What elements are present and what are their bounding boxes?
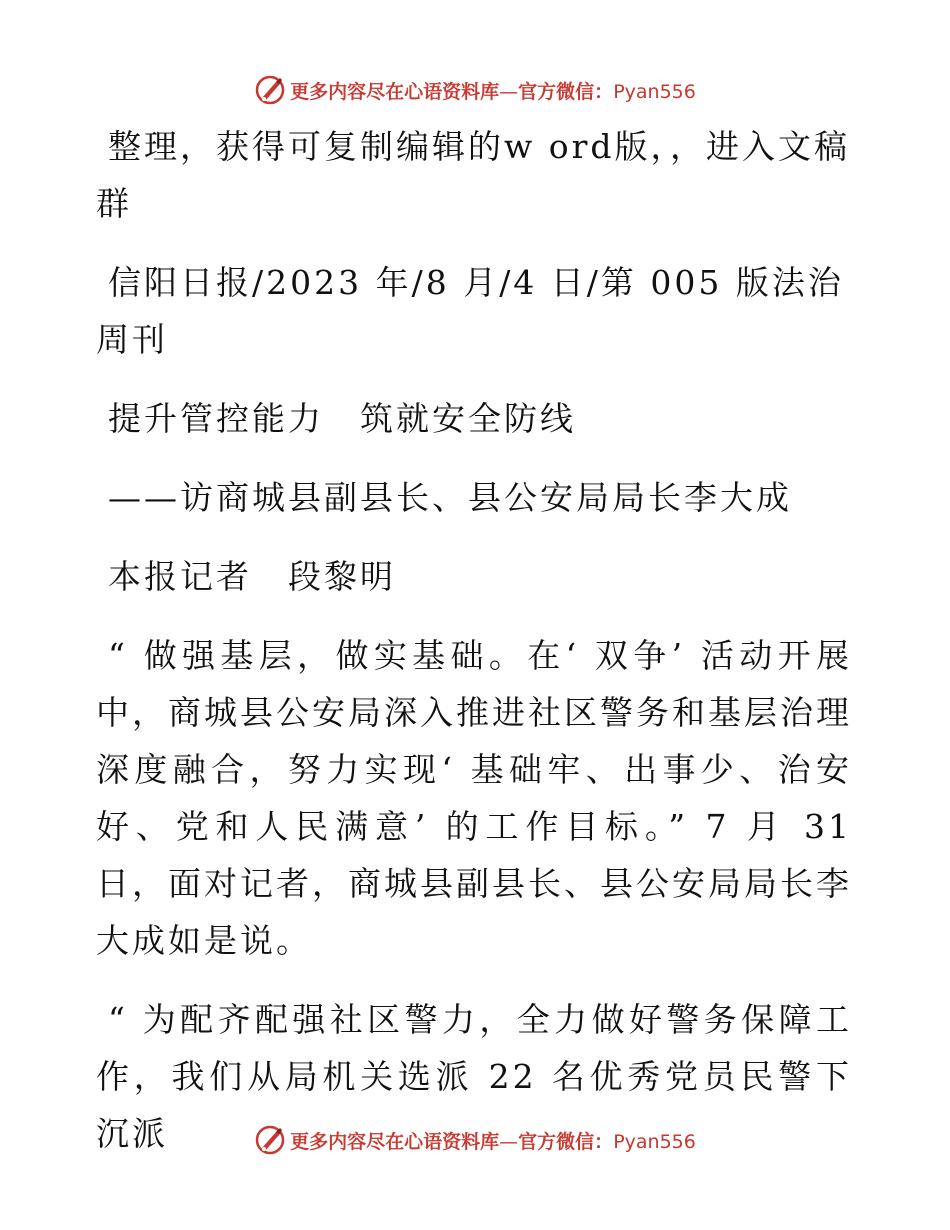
- banner-wechat-label: 官方微信：: [518, 80, 614, 103]
- banner-separator: —: [499, 80, 519, 103]
- banner-separator: —: [499, 1130, 519, 1153]
- banner-wechat-id: Pyan556: [613, 80, 696, 103]
- document-body: [96, 118, 852, 1184]
- header-banner: [0, 70, 950, 110]
- intro-line: 整理，获得可复制编辑的w ord版，，进入文稿群: [96, 127, 851, 223]
- footer-banner: [0, 1120, 950, 1160]
- banner-main-text: 更多内容尽在心语资料库: [290, 80, 500, 103]
- byline: 本报记者 段黎明: [108, 557, 396, 596]
- quill-pen-logo-icon: [254, 1124, 286, 1156]
- banner-text: [290, 77, 696, 104]
- quill-pen-logo-icon: [254, 74, 286, 106]
- banner-wechat-label: 官方微信：: [518, 1130, 614, 1153]
- source-line: 信阳日报/2023 年/8 月/4 日/第 005 版法治周刊: [96, 263, 844, 359]
- banner-wechat-id: Pyan556: [613, 1130, 696, 1153]
- body-paragraph: “ 做强基层，做实基础。在‘ 双争’ 活动开展中，商城县公安局深入推进社区警务和基层治理深度融合，努力实现‘ 基础牢、出事少、治安好、党和人民满意’ 的工作目标。” 7 月 31 日，面对记者，商城县副县长、县公安局局长李大成如是说。: [96, 636, 852, 960]
- footer-banner-inner: [254, 1124, 696, 1156]
- banner-text: [290, 1127, 696, 1154]
- header-banner-inner: [254, 74, 696, 106]
- article-title: 提升管控能力 筑就安全防线: [108, 399, 576, 438]
- body-paragraph: “ 为配齐配强社区警力，全力做好警务保障工作，我们从局机关选派 22 名优秀党员民警下沉派: [96, 1000, 852, 1153]
- banner-main-text: 更多内容尽在心语资料库: [290, 1130, 500, 1153]
- article-subtitle: ——访商城县副县长、县公安局局长李大成: [108, 478, 792, 517]
